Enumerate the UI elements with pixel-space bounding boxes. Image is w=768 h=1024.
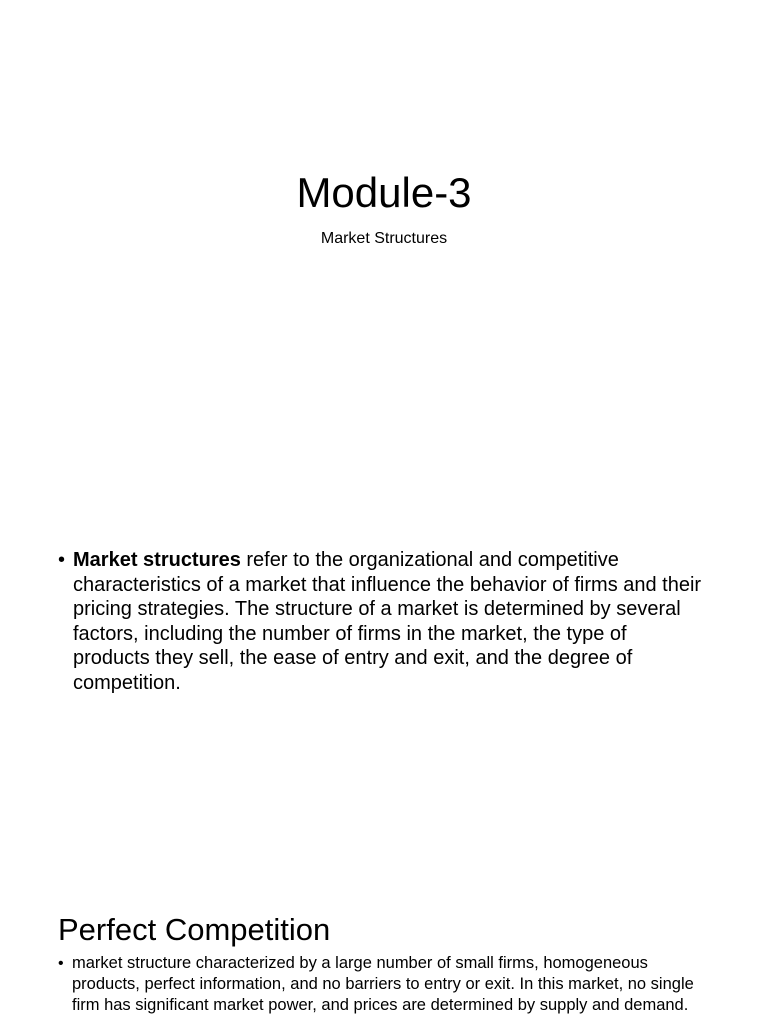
list-item bbox=[58, 548, 708, 695]
bullet-term: Market structures bbox=[73, 549, 241, 571]
slide-title: Module-3 bbox=[296, 169, 472, 216]
title-slide bbox=[0, 0, 768, 384]
bullet-text: refer to the organizational and competitive characteristics of a market that influence the behavior of firms and their pricing strategies. The structure of a market is determined by several factors, including the number of firms in the market, the type of products they sell, the ease of entry and exit, and the degree of competition. bbox=[73, 549, 702, 694]
definition-slide bbox=[0, 384, 768, 768]
slide-subtitle: Market Structures bbox=[320, 230, 448, 247]
bullet-dot-icon: • bbox=[58, 955, 64, 972]
section-heading: Perfect Competition bbox=[58, 912, 331, 947]
bullet-dot-icon: • bbox=[58, 549, 66, 571]
bullet-list bbox=[58, 548, 708, 695]
perfect-competition-slide bbox=[0, 768, 768, 1024]
bullet-list bbox=[58, 953, 708, 1016]
bullet-text: market structure characterized by a large number of small firms, homogeneous products, perfect information, and no barriers to entry or exit. In this market, no single firm has significant market power, and prices are determined by supply and demand. bbox=[72, 954, 694, 1014]
list-item bbox=[58, 953, 708, 1016]
